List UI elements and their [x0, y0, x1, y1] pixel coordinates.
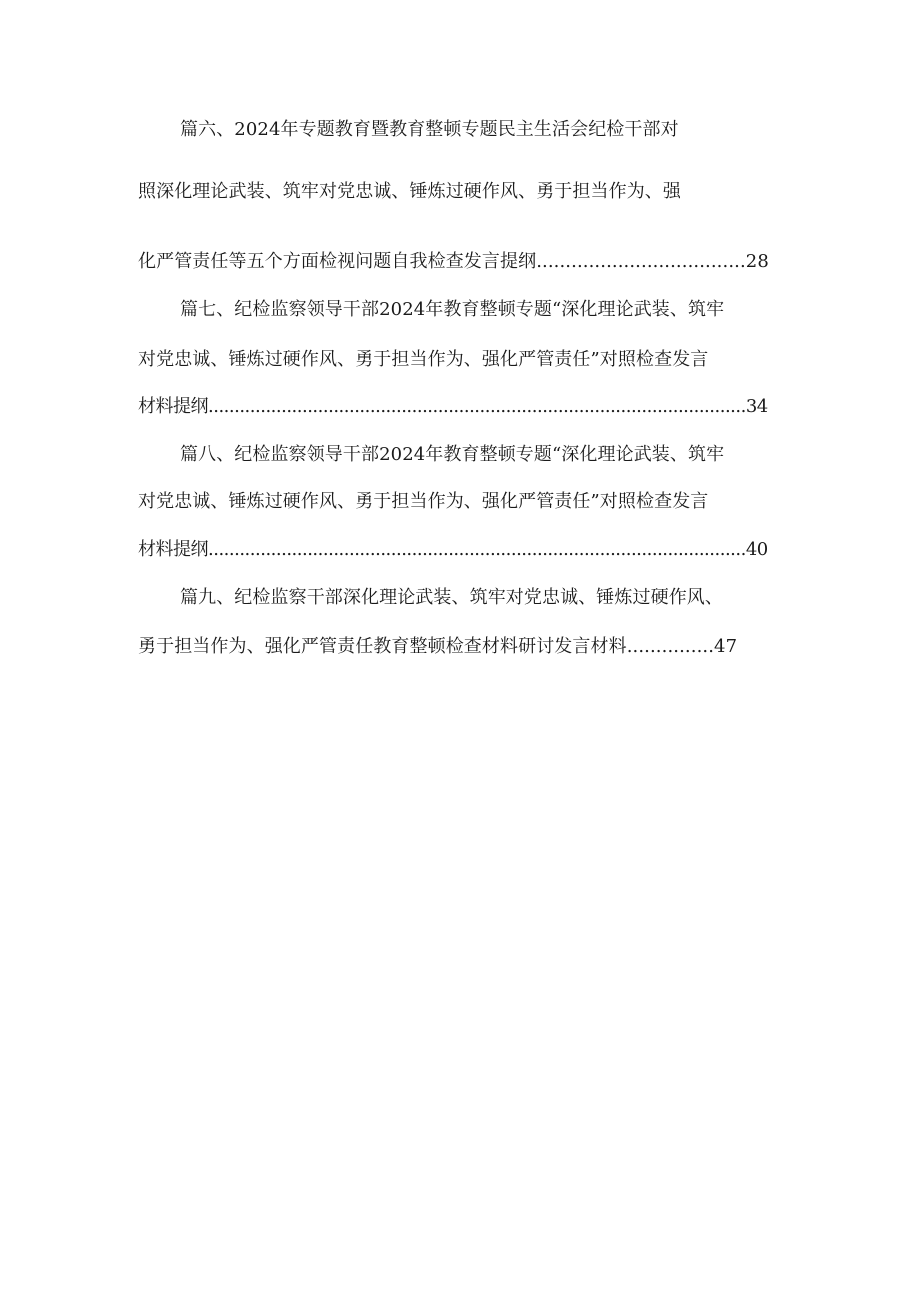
- toc-entry-8-leader: .......................................................................................................: [208, 539, 746, 560]
- toc-entry-8-title-end: 材料提纲: [138, 539, 208, 560]
- toc-entry-7-line-3[interactable]: [138, 395, 768, 419]
- toc-entry-6-line-3[interactable]: [138, 250, 769, 274]
- toc-entry-9-page-number: 47: [714, 636, 738, 657]
- toc-entry-9-leader: ...............: [626, 636, 715, 657]
- toc-entry-7-title-end: 材料提纲: [138, 396, 208, 417]
- toc-entry-8-page-number: 40: [745, 539, 768, 560]
- toc-entry-7-line-2: 对党忠诚、锤炼过硬作风、勇于担当作为、强化严管责任”对照检查发言: [138, 349, 709, 370]
- toc-entry-6-leader: ....................................: [536, 251, 746, 272]
- toc-entry-6-line-1: 篇六、2024年专题教育暨教育整顿专题民主生活会纪检干部对: [180, 119, 679, 140]
- toc-entry-7-leader: .......................................................................................................: [208, 396, 746, 417]
- toc-entry-6-title-end: 化严管责任等五个方面检视问题自我检查发言提纲: [138, 251, 537, 272]
- toc-entry-8-line-2: 对党忠诚、锤炼过硬作风、勇于担当作为、强化严管责任”对照检查发言: [138, 491, 709, 512]
- toc-entry-9-title-end: 勇于担当作为、强化严管责任教育整顿检查材料研讨发言材料: [138, 636, 627, 657]
- toc-entry-9-line-2[interactable]: [138, 635, 737, 659]
- toc-entry-7-line-1: 篇七、纪检监察领导干部2024年教育整顿专题“深化理论武装、筑牢: [180, 299, 725, 320]
- toc-entry-9-line-1: 篇九、纪检监察干部深化理论武装、筑牢对党忠诚、锤炼过硬作风、: [180, 587, 723, 608]
- toc-entry-7-page-number: 34: [745, 396, 768, 417]
- toc-entry-8-line-3[interactable]: [138, 538, 768, 562]
- toc-entry-6-line-2: 照深化理论武装、筑牢对党忠诚、锤炼过硬作风、勇于担当作为、强: [138, 181, 681, 202]
- toc-entry-6-page-number: 28: [745, 251, 769, 272]
- toc-entry-8-line-1: 篇八、纪检监察领导干部2024年教育整顿专题“深化理论武装、筑牢: [180, 444, 725, 465]
